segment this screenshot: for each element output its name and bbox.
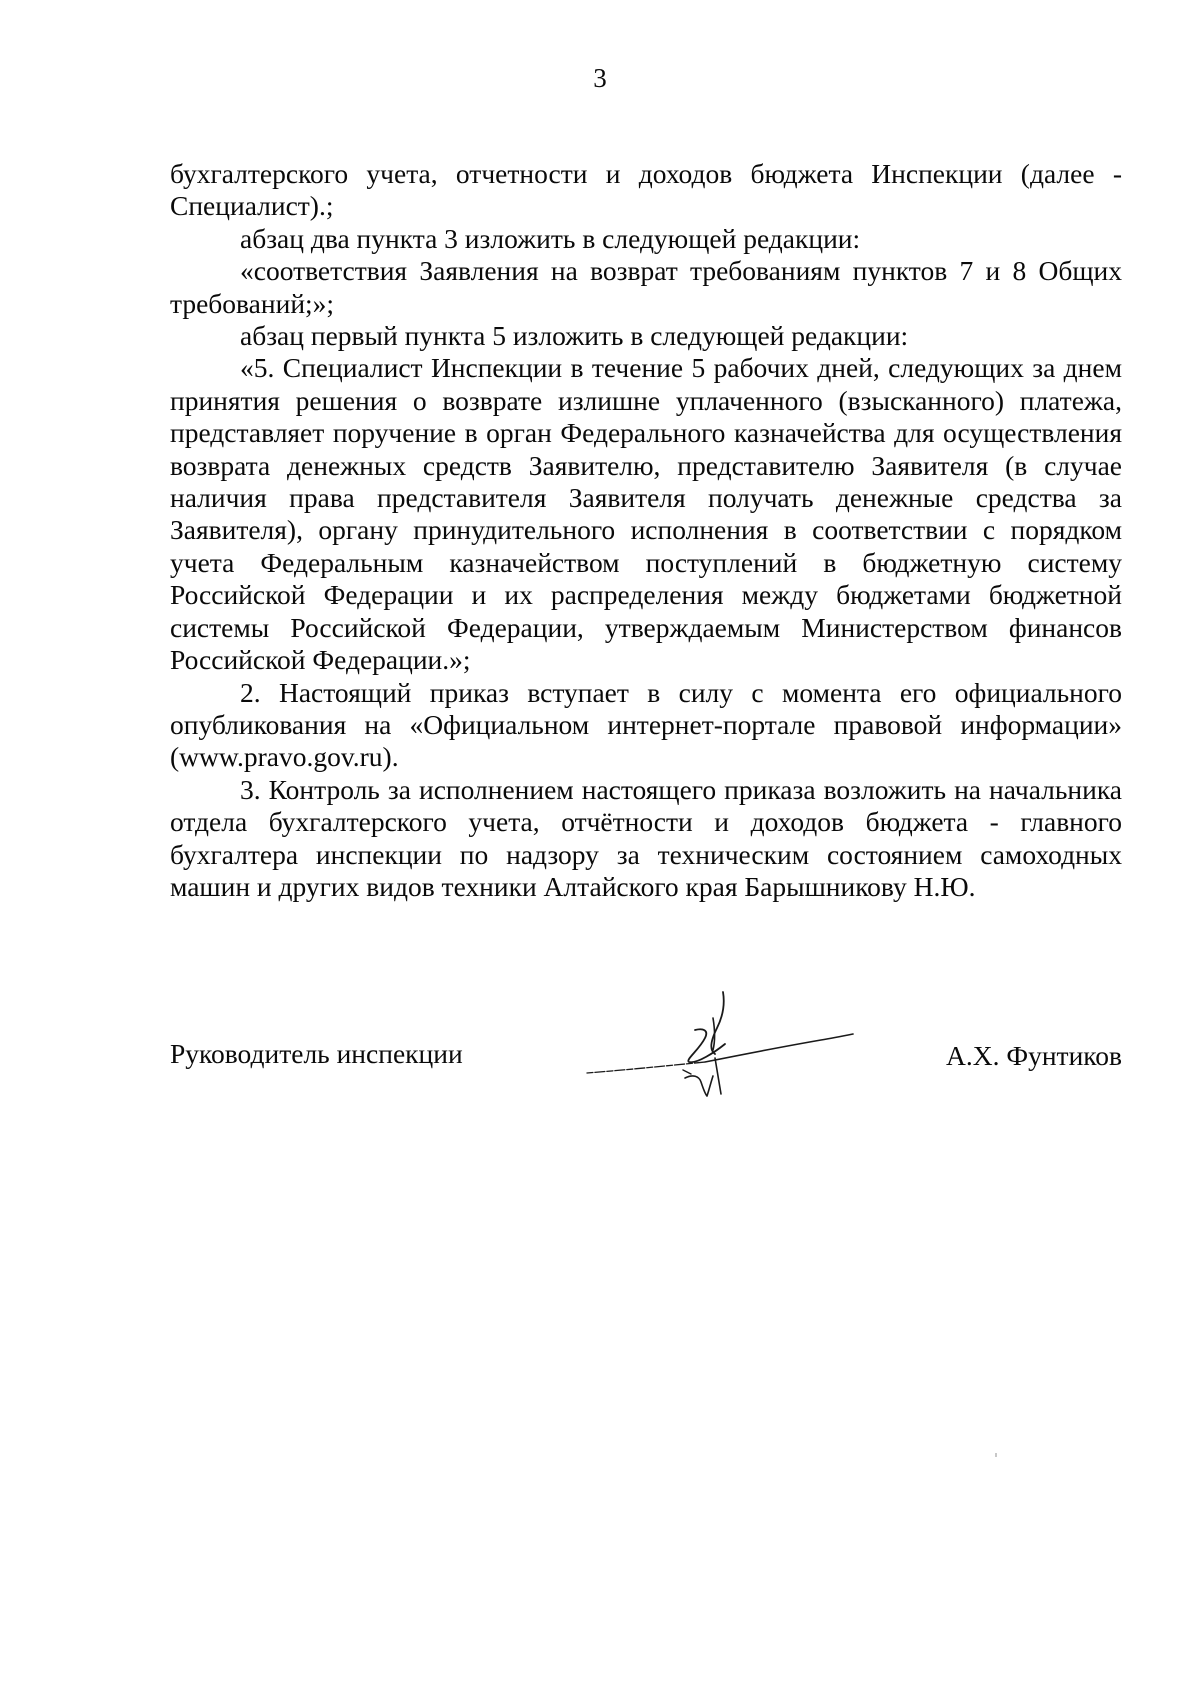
signatory-position: Руководитель инспекции xyxy=(170,1038,463,1069)
paragraph-item-3-control: 3. Контроль за исполнением настоящего приказа возложить на начальника отдела бухгалтерского учета, отчётности и доходов бюджета - главного бухгалтера инспекции по надзору за техническим состоянием самоходных машин и других видов техники Алтайского края Барышникову Н.Ю. xyxy=(170,773,1122,902)
paragraph-amendment-point-5-text: «5. Специалист Инспекции в течение 5 рабочих дней, следующих за днем принятия решения о возврате излишне уплаченного (взысканного) платежа, представляет поручение в орган Федерального казначейства для осуществления возврата денежных средств Заявителю, представителю Заявителя (в случае наличия права представителя Заявителя получать денежные средства за Заявителя), органу принудительного исполнения в соответствии с порядком учета Федеральным казначейством поступлений в бюджетную систему Российской Федерации и их распределения между бюджетами бюджетной системы Российской Федерации, утверждаемым Министерством финансов Российской Федерации.»; xyxy=(170,352,1122,676)
paragraph-continuation: бухгалтерского учета, отчетности и доходов бюджета Инспекции (далее - Специалист).; xyxy=(170,158,1122,222)
scan-artifact xyxy=(995,1453,997,1457)
paragraph-amendment-point-3-text: «соответствия Заявления на возврат требованиям пунктов 7 и 8 Общих требований;»; xyxy=(170,255,1122,319)
paragraph-amendment-point-5-intro: абзац первый пункта 5 изложить в следующей редакции: xyxy=(240,320,909,352)
paragraph-item-2-effective-date: 2. Настоящий приказ вступает в силу с момента его официального опубликования на «Официальном интернет-портале правовой информации» (www.pravo.gov.ru). xyxy=(170,676,1122,773)
document-body xyxy=(170,158,1122,903)
handwritten-signature xyxy=(585,990,855,1105)
page-number: 3 xyxy=(593,63,607,93)
signatory-name: А.Х. Фунтиков xyxy=(946,1040,1122,1071)
paragraph-amendment-point-3-intro: абзац два пункта 3 изложить в следующей редакции: xyxy=(240,222,861,254)
